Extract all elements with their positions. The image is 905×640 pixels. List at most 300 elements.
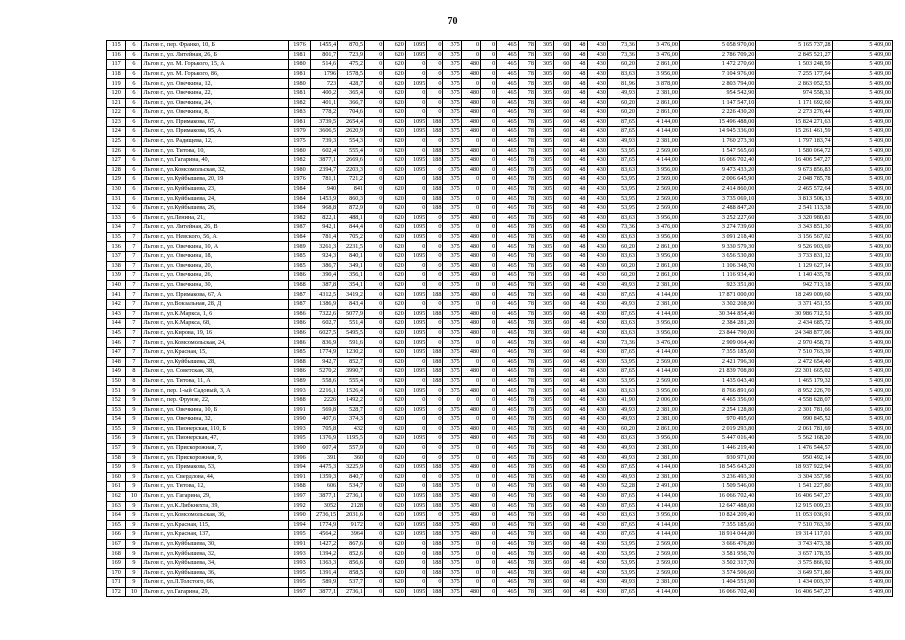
table-row [107, 69, 893, 79]
table-cell: 48 [571, 405, 587, 415]
table-cell: 60 [554, 88, 571, 98]
table-cell: 0 [427, 60, 443, 70]
table-cell: 49,93 [607, 472, 636, 482]
table-cell: 120 [107, 88, 126, 98]
table-cell: 620 [384, 117, 406, 127]
table-cell: 844,4 [338, 223, 365, 233]
table-cell: 53,95 [607, 146, 636, 156]
table-cell: 0 [461, 194, 480, 204]
table-cell: 2736,1 [338, 491, 365, 501]
table-cell: 0 [481, 348, 497, 358]
table-cell: 188 [427, 290, 443, 300]
table-cell: 143 [107, 309, 126, 319]
table-cell: 9 330 579,30 [679, 242, 755, 252]
table-cell: 78 [518, 117, 535, 127]
table-cell: 163 [107, 501, 126, 511]
table-cell: 1095 [405, 511, 427, 521]
table-cell: 60 [554, 482, 571, 492]
table-cell: 375 [443, 242, 461, 252]
table-cell: 60 [554, 194, 571, 204]
table-cell: 430 [587, 424, 607, 434]
table-cell: 620 [384, 319, 406, 329]
table-cell: 8 766 891,60 [679, 386, 755, 396]
table-cell: 0 [427, 443, 443, 453]
table-cell: 305 [535, 280, 553, 290]
table-cell: 151 [107, 386, 126, 396]
table-cell: 1986 [288, 367, 311, 377]
table-cell: 465 [497, 568, 519, 578]
table-cell: 723 [311, 79, 338, 89]
table-cell: 78 [518, 290, 535, 300]
table-cell: 0 [405, 453, 427, 463]
table-cell: 375 [443, 98, 461, 108]
table-cell: 1986 [288, 319, 311, 329]
table-cell: 480 [461, 405, 480, 415]
table-cell: 60 [554, 309, 571, 319]
table-row [107, 443, 893, 453]
table-cell: 3964 [338, 530, 365, 540]
table-cell: 3261,3 [311, 242, 338, 252]
table-cell: 0 [365, 88, 384, 98]
table-row [107, 156, 893, 166]
table-cell: 0 [405, 482, 427, 492]
table-cell: 4 144,00 [636, 309, 679, 319]
table-cell: 2226 [311, 395, 338, 405]
table-cell: 5 409,00 [832, 395, 892, 405]
address-cell: Льгов г., ул. Овечкина, 24, [142, 98, 288, 108]
table-cell: 305 [535, 367, 553, 377]
table-cell: 78 [518, 539, 535, 549]
table-cell: 840,7 [338, 472, 365, 482]
table-cell: 375 [443, 41, 461, 51]
table-cell: 87,65 [607, 117, 636, 127]
table-cell: 1996 [288, 453, 311, 463]
table-cell: 375 [443, 280, 461, 290]
table-cell: 430 [587, 69, 607, 79]
table-cell: 53,95 [607, 175, 636, 185]
table-cell: 48 [571, 261, 587, 271]
table-cell: 465 [497, 348, 519, 358]
table-cell: 465 [497, 520, 519, 530]
table-cell: 375 [443, 319, 461, 329]
table-cell: 78 [518, 213, 535, 223]
table-cell: 555,4 [338, 376, 365, 386]
table-cell: 0 [427, 213, 443, 223]
table-cell: 1982 [288, 156, 311, 166]
table-cell: 0 [365, 520, 384, 530]
table-cell: 48 [571, 376, 587, 386]
table-cell: 48 [571, 252, 587, 262]
table-cell: 3 878,00 [636, 79, 679, 89]
table-cell: 121 [107, 98, 126, 108]
table-cell: 465 [497, 376, 519, 386]
table-cell: 78 [518, 395, 535, 405]
table-cell: 620 [384, 165, 406, 175]
table-cell: 87,65 [607, 309, 636, 319]
table-cell: 1995 [288, 578, 311, 588]
table-cell: 375 [443, 156, 461, 166]
table-cell: 0 [481, 549, 497, 559]
table-cell: 0 [365, 501, 384, 511]
table-cell: 0 [405, 271, 427, 281]
table-cell: 48 [571, 578, 587, 588]
table-cell: 60,20 [607, 242, 636, 252]
table-cell: 2 569,00 [636, 539, 679, 549]
table-cell: 118 [107, 69, 126, 79]
table-cell: 0 [461, 50, 480, 60]
table-cell: 188 [427, 367, 443, 377]
table-cell: 4 144,00 [636, 501, 679, 511]
table-cell: 1981 [288, 117, 311, 127]
table-cell: 83,63 [607, 165, 636, 175]
table-cell: 60,20 [607, 60, 636, 70]
table-cell: 0 [427, 319, 443, 329]
table-cell: 0 [365, 79, 384, 89]
table-cell: 0 [405, 194, 427, 204]
table-cell: 1980 [288, 79, 311, 89]
table-cell: 305 [535, 69, 553, 79]
table-cell: 188 [427, 175, 443, 185]
table-row [107, 357, 893, 367]
table-cell: 1988 [288, 395, 311, 405]
table-cell: 2 381,00 [636, 405, 679, 415]
table-cell: 188 [427, 194, 443, 204]
table-cell: 480 [461, 386, 480, 396]
table-cell: 78 [518, 60, 535, 70]
table-cell: 465 [497, 204, 519, 214]
table-cell: 923 351,80 [679, 280, 755, 290]
table-cell: 305 [535, 300, 553, 310]
table-cell: 60 [554, 587, 571, 597]
table-cell: 305 [535, 328, 553, 338]
table-cell: 1095 [405, 386, 427, 396]
table-cell: 305 [535, 405, 553, 415]
table-cell: 1987 [288, 300, 311, 310]
table-cell: 48 [571, 395, 587, 405]
table-cell: 480 [461, 463, 480, 473]
table-cell: 1994 [288, 520, 311, 530]
table-cell: 620 [384, 252, 406, 262]
table-cell: 620 [384, 242, 406, 252]
table-cell: 48 [571, 453, 587, 463]
table-cell: 0 [481, 472, 497, 482]
table-cell: 704,6 [338, 108, 365, 118]
table-cell: 78 [518, 242, 535, 252]
table-cell: 852,7 [338, 357, 365, 367]
table-cell: 6 [126, 165, 142, 175]
table-cell: 78 [518, 194, 535, 204]
table-cell: 401,1 [311, 98, 338, 108]
table-cell: 3 735 069,10 [679, 194, 755, 204]
table-cell: 145 [107, 328, 126, 338]
table-cell: 430 [587, 559, 607, 569]
table-cell: 141 [107, 290, 126, 300]
table-cell: 375 [443, 539, 461, 549]
table-cell: 430 [587, 108, 607, 118]
table-cell: 78 [518, 482, 535, 492]
table-cell: 0 [481, 88, 497, 98]
table-cell: 7 [126, 348, 142, 358]
table-cell: 0 [365, 578, 384, 588]
table-cell: 48 [571, 338, 587, 348]
table-cell: 705,8 [311, 424, 338, 434]
table-cell: 0 [365, 472, 384, 482]
table-cell: 1986 [288, 328, 311, 338]
table-cell: 465 [497, 117, 519, 127]
table-cell: 4 144,00 [636, 348, 679, 358]
table-cell: 6 [126, 88, 142, 98]
table-cell: 2 301 781,66 [756, 405, 832, 415]
table-cell: 990 845,52 [756, 415, 832, 425]
table-cell: 0 [461, 184, 480, 194]
table-cell: 0 [481, 491, 497, 501]
table-cell: 3 656 530,80 [679, 252, 755, 262]
table-cell: 5 409,00 [832, 453, 892, 463]
table-cell: 620 [384, 549, 406, 559]
address-cell: Льгов г., ул.К.Маркса, 68, [142, 319, 288, 329]
table-cell: 3 236 493,30 [679, 472, 755, 482]
table-cell: 49,93 [607, 88, 636, 98]
table-cell: 620 [384, 424, 406, 434]
table-cell: 620 [384, 367, 406, 377]
table-cell: 0 [365, 127, 384, 137]
table-cell: 7 [126, 338, 142, 348]
table-cell: 430 [587, 328, 607, 338]
table-cell: 3877,1 [311, 491, 338, 501]
table-cell: 60,20 [607, 98, 636, 108]
table-cell: 465 [497, 108, 519, 118]
address-cell: Льгов г., ул. Невского, 56, А [142, 232, 288, 242]
table-cell: 305 [535, 79, 553, 89]
table-cell: 0 [481, 98, 497, 108]
table-cell: 78 [518, 156, 535, 166]
table-cell: 1975 [288, 136, 311, 146]
address-cell: Льгов г., ул. Овечкина, 22, [142, 88, 288, 98]
table-cell: 9 [126, 395, 142, 405]
table-cell: 1993 [288, 549, 311, 559]
table-cell: 48 [571, 242, 587, 252]
table-cell: 2 861,00 [636, 271, 679, 281]
table-cell: 5 409,00 [832, 88, 892, 98]
table-cell: 7322,6 [311, 309, 338, 319]
table-cell: 1391,4 [311, 568, 338, 578]
table-cell: 375 [443, 376, 461, 386]
table-cell: 5 409,00 [832, 348, 892, 358]
table-cell: 1095 [405, 319, 427, 329]
table-cell: 9 [126, 434, 142, 444]
table-cell: 83,63 [607, 511, 636, 521]
address-cell: Льгов г., ул. Титова, 11, А [142, 376, 288, 386]
address-cell: Льгов г., ул. Свердлова, 44, [142, 472, 288, 482]
table-cell: 430 [587, 472, 607, 482]
table-cell: 2 254 128,80 [679, 405, 755, 415]
table-cell: 465 [497, 242, 519, 252]
table-cell: 430 [587, 261, 607, 271]
table-cell: 1987 [288, 290, 311, 300]
table-cell: 78 [518, 136, 535, 146]
table-cell: 140 [107, 280, 126, 290]
table-cell: 0 [365, 108, 384, 118]
table-cell: 7 255 177,64 [756, 69, 832, 79]
table-cell: 60 [554, 261, 571, 271]
table-cell: 150 [107, 376, 126, 386]
table-cell: 2 541 113,38 [756, 204, 832, 214]
table-cell: 0 [365, 367, 384, 377]
table-cell: 0 [405, 578, 427, 588]
table-cell: 1980 [288, 60, 311, 70]
table-cell: 9 [126, 520, 142, 530]
table-cell: 3 343 851,30 [756, 223, 832, 233]
table-cell: 1 476 544,57 [756, 443, 832, 453]
table-row [107, 300, 893, 310]
table-cell: 480 [461, 587, 480, 597]
table-cell: 5 409,00 [832, 300, 892, 310]
table-cell: 305 [535, 578, 553, 588]
table-cell: 188 [427, 530, 443, 540]
table-row [107, 338, 893, 348]
table-cell: 9 [126, 386, 142, 396]
table-cell: 48 [571, 223, 587, 233]
table-cell: 78 [518, 376, 535, 386]
page-number: 70 [447, 16, 458, 27]
table-cell: 1095 [405, 127, 427, 137]
table-cell: 21 839 708,80 [679, 367, 755, 377]
table-cell: 78 [518, 223, 535, 233]
table-cell: 78 [518, 386, 535, 396]
table-cell: 48 [571, 204, 587, 214]
table-cell: 2 381,00 [636, 472, 679, 482]
table-cell: 305 [535, 386, 553, 396]
table-cell: 0 [481, 530, 497, 540]
table-cell: 6 [126, 213, 142, 223]
table-cell: 148 [107, 357, 126, 367]
table-cell: 430 [587, 165, 607, 175]
table-cell: 9172 [338, 520, 365, 530]
table-cell: 87,65 [607, 501, 636, 511]
table-cell: 169 [107, 559, 126, 569]
table-cell: 620 [384, 98, 406, 108]
table-cell: 78 [518, 405, 535, 415]
table-cell: 430 [587, 175, 607, 185]
table-row [107, 232, 893, 242]
table-cell: 48 [571, 530, 587, 540]
table-row [107, 530, 893, 540]
table-cell: 5 409,00 [832, 252, 892, 262]
table-cell: 0 [365, 184, 384, 194]
table-cell: 2 569,00 [636, 175, 679, 185]
table-cell: 83,63 [607, 69, 636, 79]
table-cell: 620 [384, 587, 406, 597]
table-cell: 620 [384, 501, 406, 511]
table-cell: 781,1 [311, 175, 338, 185]
table-cell: 465 [497, 443, 519, 453]
address-cell: Льгов г., ул. М. Горького, 86, [142, 69, 288, 79]
table-cell: 569,8 [311, 405, 338, 415]
table-cell: 6 [126, 79, 142, 89]
table-cell: 60 [554, 50, 571, 60]
table-row [107, 194, 893, 204]
table-cell: 188 [427, 568, 443, 578]
table-cell: 5 409,00 [832, 424, 892, 434]
table-cell: 78 [518, 415, 535, 425]
table-cell: 430 [587, 79, 607, 89]
table-cell: 430 [587, 405, 607, 415]
table-cell: 73,36 [607, 338, 636, 348]
table-cell: 375 [443, 146, 461, 156]
table-cell: 1995 [288, 434, 311, 444]
table-cell: 7 [126, 309, 142, 319]
table-cell: 2 861,00 [636, 424, 679, 434]
table-cell: 6 [126, 156, 142, 166]
table-cell: 60 [554, 395, 571, 405]
table-cell: 3225,9 [338, 463, 365, 473]
table-cell: 942,1 [311, 223, 338, 233]
table-cell: 867,6 [338, 539, 365, 549]
table-cell: 0 [365, 280, 384, 290]
table-cell: 1988 [288, 357, 311, 367]
table-cell: 0 [481, 280, 497, 290]
table-cell: 305 [535, 338, 553, 348]
table-cell: 60 [554, 501, 571, 511]
table-cell: 0 [481, 223, 497, 233]
table-cell: 465 [497, 213, 519, 223]
table-cell: 430 [587, 453, 607, 463]
table-cell: 2 909 064,40 [679, 338, 755, 348]
table-cell: 465 [497, 415, 519, 425]
table-cell: 5 409,00 [832, 271, 892, 281]
table-cell: 375 [443, 405, 461, 415]
table-cell: 7 [126, 290, 142, 300]
table-cell: 465 [497, 491, 519, 501]
table-cell: 305 [535, 415, 553, 425]
table-cell: 60 [554, 568, 571, 578]
table-cell: 620 [384, 472, 406, 482]
table-cell: 48 [571, 511, 587, 521]
table-cell: 134 [107, 223, 126, 233]
table-cell: 60,20 [607, 108, 636, 118]
table-cell: 0 [461, 415, 480, 425]
table-cell: 78 [518, 88, 535, 98]
table-cell: 620 [384, 50, 406, 60]
table-cell: 375 [443, 511, 461, 521]
table-cell: 0 [405, 568, 427, 578]
table-cell: 1994 [288, 463, 311, 473]
table-cell: 589,9 [311, 578, 338, 588]
table-cell: 83,63 [607, 434, 636, 444]
table-cell: 5 409,00 [832, 482, 892, 492]
table-cell: 188 [427, 559, 443, 569]
table-cell: 60 [554, 280, 571, 290]
table-cell: 2 569,00 [636, 204, 679, 214]
table-cell: 7 [126, 300, 142, 310]
table-cell: 0 [481, 290, 497, 300]
table-cell: 620 [384, 309, 406, 319]
table-cell: 5 409,00 [832, 328, 892, 338]
table-cell: 1990 [288, 415, 311, 425]
table-cell: 0 [427, 271, 443, 281]
table-cell: 126 [107, 146, 126, 156]
table-cell: 60 [554, 300, 571, 310]
table-cell: 147 [107, 348, 126, 358]
table-cell: 375 [443, 213, 461, 223]
table-cell: 9 526 903,69 [756, 242, 832, 252]
table-cell: 2 861,00 [636, 98, 679, 108]
table-cell: 0 [481, 395, 497, 405]
table-row [107, 50, 893, 60]
table-cell: 138 [107, 261, 126, 271]
table-cell: 6 [126, 136, 142, 146]
table-cell: 5 409,00 [832, 175, 892, 185]
